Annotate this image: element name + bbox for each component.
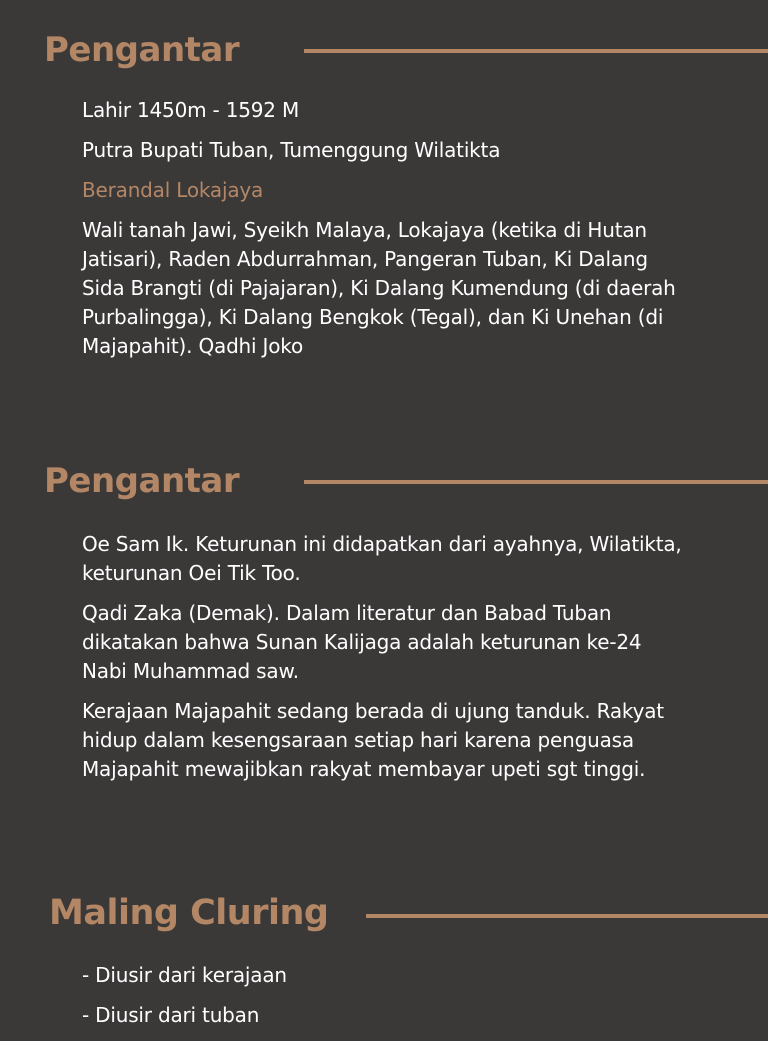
section-body: [82, 961, 692, 1041]
section-title: Pengantar: [44, 461, 240, 501]
titles-paragraph: Wali tanah Jawi, Syeikh Malaya, Lokajaya (ketika di Hutan Jatisari), Raden Abdurrahman, Pangeran Tuban, Ki Dalang Sida Brangti (di Pajajaran), Ki Dalang Kumendung (di daerah Purbalingga), Ki Dalang Bengkok (Tegal), dan Ki Unehan (di Majapahit). Qadhi Joko: [82, 218, 676, 358]
heading-divider: [304, 49, 768, 53]
majapahit-paragraph: Kerajaan Majapahit sedang berada di ujung tanduk. Rakyat hidup dalam kesengsaraan setiap hari karena penguasa Majapahit mewajibkan rakyat membayar upeti sgt tinggi.: [82, 699, 664, 781]
section-title: Maling Cluring: [49, 893, 329, 933]
list-item: - Diusir dari kerajaan: [82, 963, 287, 987]
list-item: - Diusir dari tuban: [82, 1003, 260, 1027]
subheading-text: Berandal Lokajaya: [82, 178, 264, 202]
lineage-paragraph: Oe Sam Ik. Keturunan ini didapatkan dari ayahnya, Wilatikta, keturunan Oei Tik Too.: [82, 532, 682, 585]
section-heading-row: [0, 888, 768, 938]
section-heading-row: [0, 25, 768, 75]
parentage-text: Putra Bupati Tuban, Tumenggung Wilatikta: [82, 138, 501, 162]
heading-divider: [304, 480, 768, 484]
section-title: Pengantar: [44, 30, 240, 70]
section-heading-row: [0, 456, 768, 506]
birth-years-text: Lahir 1450m - 1592 M: [82, 98, 300, 122]
literature-paragraph: Qadi Zaka (Demak). Dalam literatur dan Babad Tuban dikatakan bahwa Sunan Kalijaga adalah keturunan ke-24 Nabi Muhammad saw.: [82, 601, 642, 683]
section-pengantar-1: [0, 25, 768, 358]
heading-divider: [366, 914, 768, 918]
section-body: [82, 96, 692, 372]
section-maling-cluring: [0, 888, 768, 1027]
section-body: [82, 530, 692, 795]
section-pengantar-2: [0, 456, 768, 781]
